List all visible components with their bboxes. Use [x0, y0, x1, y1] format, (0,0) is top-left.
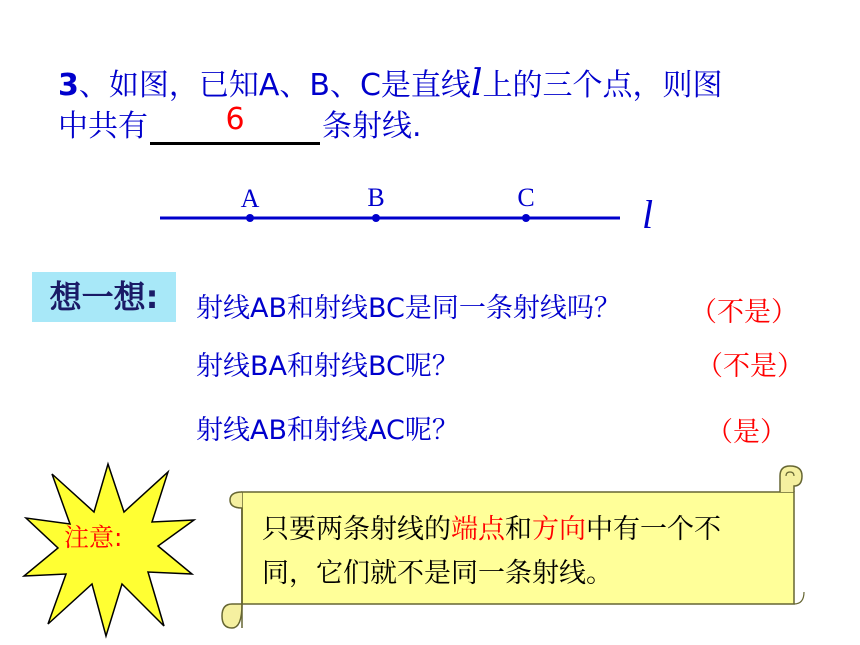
note-part-3: 中有一个不同，它们就不是同一条射线。	[262, 514, 721, 589]
think-answer-3: （是）	[706, 417, 787, 448]
think-question-2: 射线BA和射线BC呢？	[196, 351, 459, 382]
question-line-1	[58, 63, 723, 104]
note-highlight-direction: 方向	[532, 514, 586, 545]
note-part-2: 和	[505, 514, 532, 545]
question-text-1-tail: 上的三个点，则图	[482, 68, 723, 103]
line-l-label: l	[642, 192, 654, 237]
question-text-1: 、如图，已知A、B、C是直线	[78, 68, 471, 103]
answer-value: 6	[225, 102, 245, 137]
question-text-2-pre: 中共有	[58, 109, 148, 144]
line-diagram	[150, 178, 670, 248]
think-answer-1: （不是）	[690, 297, 798, 328]
point-c-label: C	[517, 183, 535, 212]
point-a-label: A	[240, 184, 260, 213]
note-part-1: 只要两条射线的	[262, 514, 451, 545]
point-c-dot	[522, 214, 530, 222]
question-text-2-post: 条射线.	[322, 109, 422, 144]
point-b-label: B	[367, 183, 385, 212]
question-number: 3	[58, 68, 79, 103]
think-question-3: 射线AB和射线AC呢？	[196, 415, 459, 446]
note-label: 注意:	[64, 523, 123, 552]
note-highlight-endpoint: 端点	[451, 514, 505, 545]
think-question-1: 射线AB和射线BC是同一条射线吗？	[196, 293, 621, 324]
question-line-2	[58, 102, 422, 145]
note-text	[262, 508, 772, 596]
think-answer-2: （不是）	[696, 351, 804, 382]
point-a-dot	[246, 214, 254, 222]
think-title: 想一想:	[32, 272, 176, 322]
answer-blank	[150, 102, 320, 145]
point-b-dot	[372, 214, 380, 222]
line-symbol: l	[470, 63, 483, 104]
